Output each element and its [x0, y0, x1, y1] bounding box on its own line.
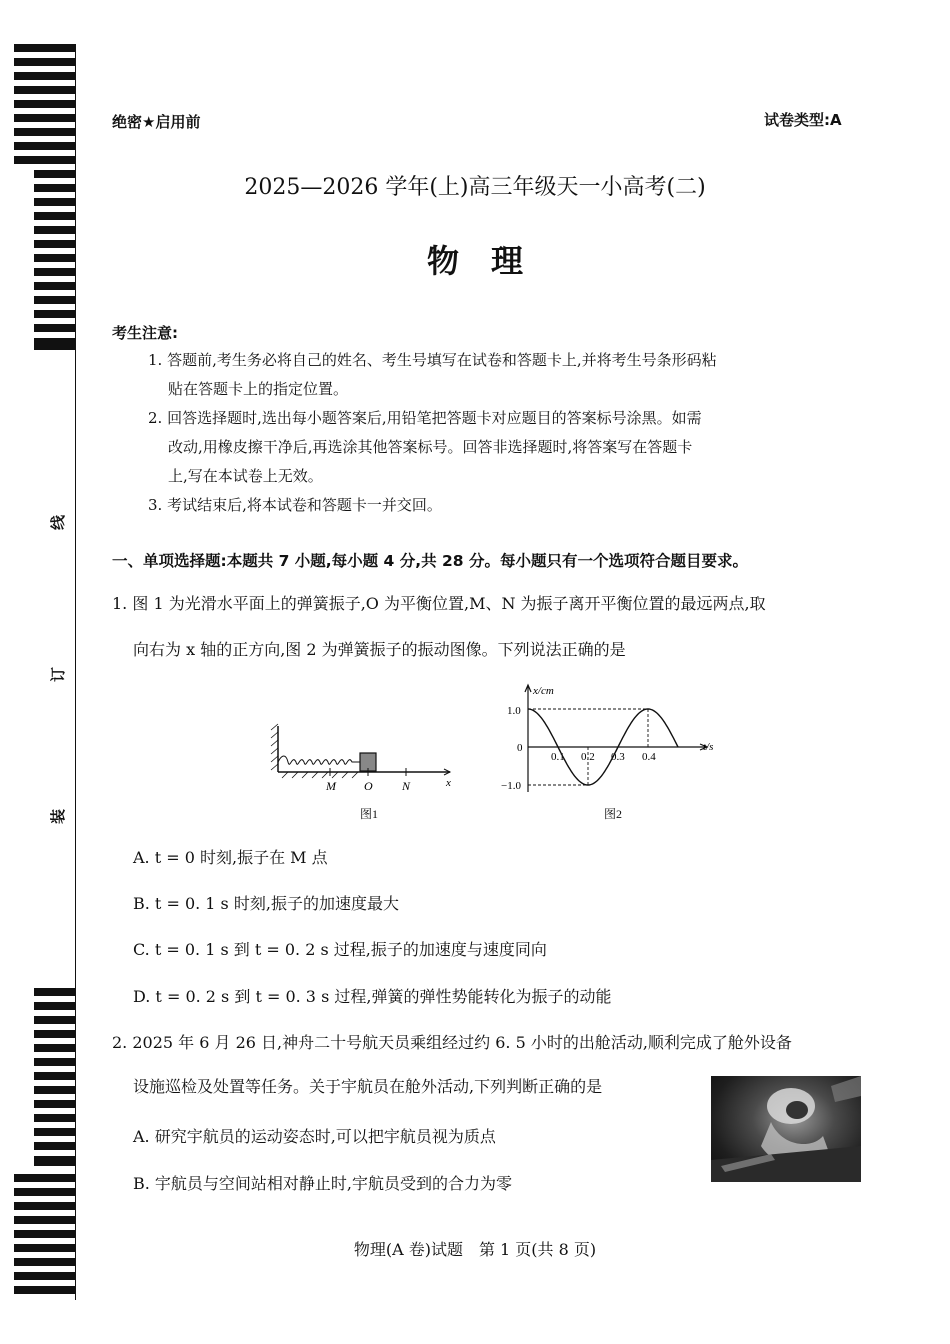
q1-stem-line1: 1. 图 1 为光滑水平面上的弹簧振子,O 为平衡位置,M、N 为振子离开平衡位置的最远两点,取: [112, 594, 766, 613]
figure1-caption: 图1: [360, 807, 379, 821]
notice-item: 改动,用橡皮擦干净后,再选涂其他答案标号。回答非选择题时,将答案写在答题卡: [168, 438, 693, 456]
q2-stem-line1: 2. 2025 年 6 月 26 日,神舟二十号航天员乘组经过约 6. 5 小时的出舱活动,顺利完成了舱外设备: [112, 1033, 792, 1052]
subject-title: 物 理: [426, 242, 523, 280]
page-footer: 物理(A 卷)试题 第 1 页(共 8 页): [353, 1240, 597, 1259]
label-N: N: [402, 779, 411, 793]
figure2-caption: 图2: [604, 807, 623, 821]
exam-title: 2025—2026 学年(上)高三年级天一小高考(二): [244, 175, 706, 200]
notice-heading: 考生注意:: [112, 324, 178, 342]
astronaut-photo: [711, 1076, 861, 1182]
q1-figure2-vibration-graph: [495, 680, 730, 800]
binding-label-ding: 订: [49, 666, 68, 683]
notice-item: 3. 考试结束后,将本试卷和答题卡一并交回。: [148, 496, 442, 514]
y-axis-label: x/cm: [533, 685, 554, 697]
x-tick: 0.3: [611, 751, 625, 763]
q1-option-b: B. t = 0. 1 s 时刻,振子的加速度最大: [133, 894, 399, 913]
x-tick: 0.4: [642, 751, 656, 763]
section1-heading: 一、单项选择题:本题共 7 小题,每小题 4 分,共 28 分。每小题只有一个选项符合题目要求。: [112, 552, 748, 570]
binding-label-zhuang: 装: [49, 808, 68, 825]
x-tick: 0.1: [551, 751, 565, 763]
y-tick-neg: −1.0: [501, 780, 521, 792]
x-tick: 0.2: [581, 751, 595, 763]
label-x-axis: x: [446, 777, 451, 789]
y-tick-zero: 0: [517, 742, 523, 754]
notice-item: 上,写在本试卷上无效。: [168, 467, 323, 485]
binding-label-xian: 线: [49, 514, 68, 531]
q1-option-c: C. t = 0. 1 s 到 t = 0. 2 s 过程,振子的加速度与速度同向: [133, 940, 547, 959]
label-O: O: [364, 779, 373, 793]
x-axis-label: t/s: [703, 741, 714, 753]
q2-option-b: B. 宇航员与空间站相对静止时,宇航员受到的合力为零: [133, 1174, 513, 1193]
notice-list: [148, 346, 717, 520]
notice-item: 1. 答题前,考生务必将自己的姓名、考生号填写在试卷和答题卡上,并将考生号条形码粘: [148, 351, 717, 369]
q1-option-a: A. t = 0 时刻,振子在 M 点: [133, 848, 328, 867]
q2-option-a: A. 研究宇航员的运动姿态时,可以把宇航员视为质点: [133, 1127, 496, 1146]
q1-stem-line2: 向右为 x 轴的正方向,图 2 为弹簧振子的振动图像。下列说法正确的是: [133, 640, 626, 659]
notice-item: 2. 回答选择题时,选出每小题答案后,用铅笔把答题卡对应题目的答案标号涂黑。如需: [148, 409, 702, 427]
binding-line: [75, 44, 76, 1300]
paper-type: 试卷类型:A: [764, 111, 842, 129]
label-M: M: [326, 779, 336, 793]
y-tick-pos: 1.0: [507, 705, 521, 717]
q1-option-d: D. t = 0. 2 s 到 t = 0. 3 s 过程,弹簧的弹性势能转化为振子的动能: [133, 987, 612, 1006]
q1-figure1-spring-oscillator: [262, 716, 462, 806]
q2-stem-line2: 设施巡检及处置等任务。关于宇航员在舱外活动,下列判断正确的是: [133, 1077, 603, 1096]
notice-item: 贴在答题卡上的指定位置。: [168, 380, 349, 398]
secret-label: 绝密★启用前: [112, 113, 201, 131]
